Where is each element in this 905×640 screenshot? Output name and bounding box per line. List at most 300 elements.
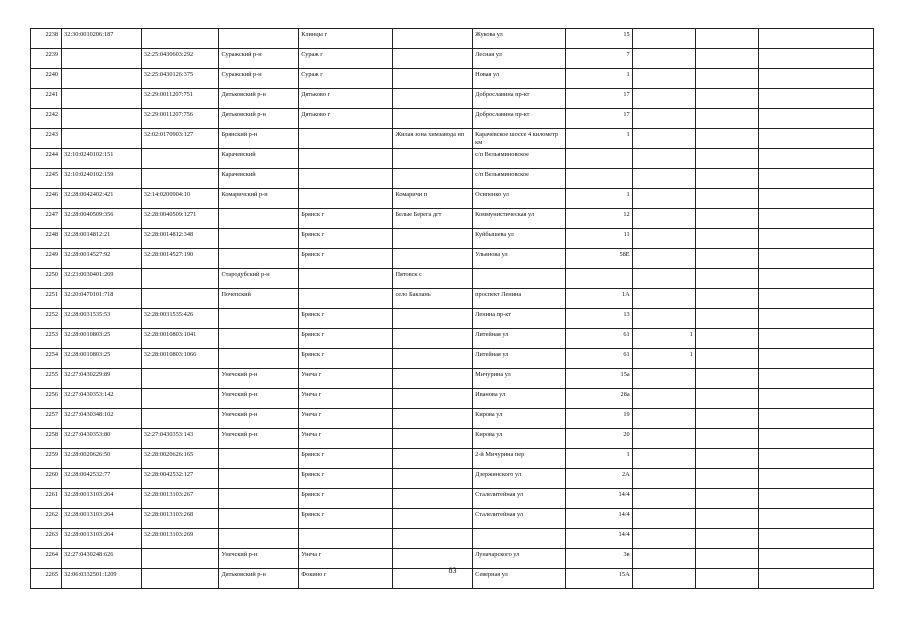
row-number-cell: 2264: [31, 549, 62, 569]
house-number-cell: 15: [566, 29, 632, 49]
house-number-cell: 19: [566, 409, 632, 429]
row-number-cell: 2245: [31, 169, 62, 189]
extra-col-3-cell: [758, 389, 873, 409]
locality-cell: [393, 69, 473, 89]
street-cell: Мичурина ул: [473, 369, 566, 389]
district-cell: Почепский: [219, 289, 299, 309]
street-cell: Сталелитейная ул: [473, 509, 566, 529]
extra-col-3-cell: [758, 149, 873, 169]
extra-col-3-cell: [758, 129, 873, 149]
city-cell: Брянск г: [299, 209, 393, 229]
city-cell: [299, 289, 393, 309]
row-number-cell: 2256: [31, 389, 62, 409]
table-row: [31, 149, 874, 169]
table-row: [31, 509, 874, 529]
district-cell: [219, 229, 299, 249]
cadastral-number-cell: 32:28:0010803:25: [62, 349, 142, 369]
cadastral-number-cell: 32:28:0031535:53: [62, 309, 142, 329]
parcel-number-cell: 32:25:0430603:292: [141, 49, 219, 69]
parcel-number-cell: 32:28:0013103:268: [141, 509, 219, 529]
extra-col-1-cell: [632, 469, 695, 489]
extra-col-1-cell: 1: [632, 349, 695, 369]
cadastral-number-cell: 32:28:0040509:356: [62, 209, 142, 229]
extra-col-3-cell: [758, 349, 873, 369]
extra-col-1-cell: [632, 409, 695, 429]
extra-col-2-cell: [695, 29, 758, 49]
cadastral-number-cell: 32:28:0042532:77: [62, 469, 142, 489]
row-number-cell: 2244: [31, 149, 62, 169]
table-row: [31, 309, 874, 329]
row-number-cell: 2239: [31, 49, 62, 69]
row-number-cell: 2255: [31, 369, 62, 389]
table-row: [31, 109, 874, 129]
cadastral-number-cell: 32:28:0014527:92: [62, 249, 142, 269]
district-cell: [219, 509, 299, 529]
house-number-cell: 13: [566, 309, 632, 329]
city-cell: Сураж г: [299, 49, 393, 69]
parcel-number-cell: 32:29:0011207:756: [141, 109, 219, 129]
extra-col-3-cell: [758, 69, 873, 89]
city-cell: Брянск г: [299, 309, 393, 329]
house-number-cell: 17: [566, 109, 632, 129]
parcel-number-cell: 32:28:0014812:348: [141, 229, 219, 249]
street-cell: Ленина пр-кт: [473, 309, 566, 329]
house-number-cell: 1: [566, 69, 632, 89]
locality-cell: село Баклань: [393, 289, 473, 309]
locality-cell: [393, 249, 473, 269]
district-cell: [219, 329, 299, 349]
locality-cell: [393, 469, 473, 489]
extra-col-1-cell: [632, 509, 695, 529]
extra-col-1-cell: [632, 249, 695, 269]
extra-col-2-cell: [695, 409, 758, 429]
parcel-number-cell: 32:28:0020626:165: [141, 449, 219, 469]
cadastral-number-cell: 32:28:0020626:50: [62, 449, 142, 469]
parcel-number-cell: [141, 289, 219, 309]
street-cell: [473, 269, 566, 289]
extra-col-3-cell: [758, 409, 873, 429]
city-cell: [299, 269, 393, 289]
table-row: [31, 489, 874, 509]
parcel-number-cell: 32:28:0031535:426: [141, 309, 219, 329]
district-cell: Дятьковский р-н: [219, 569, 299, 589]
street-cell: Иванова ул: [473, 389, 566, 409]
table-row: [31, 49, 874, 69]
registry-table: [30, 28, 874, 589]
city-cell: Брянск г: [299, 249, 393, 269]
locality-cell: [393, 329, 473, 349]
district-cell: [219, 309, 299, 329]
parcel-number-cell: [141, 409, 219, 429]
street-cell: [473, 529, 566, 549]
locality-cell: [393, 29, 473, 49]
extra-col-1-cell: [632, 449, 695, 469]
row-number-cell: 2249: [31, 249, 62, 269]
street-cell: Новая ул: [473, 69, 566, 89]
street-cell: Жукова ул: [473, 29, 566, 49]
extra-col-3-cell: [758, 529, 873, 549]
parcel-number-cell: 32:14:0200904:10: [141, 189, 219, 209]
table-row: [31, 289, 874, 309]
extra-col-2-cell: [695, 389, 758, 409]
extra-col-3-cell: [758, 209, 873, 229]
extra-col-1-cell: [632, 169, 695, 189]
row-number-cell: 2242: [31, 109, 62, 129]
street-cell: Сталелитейная ул: [473, 489, 566, 509]
extra-col-2-cell: [695, 89, 758, 109]
street-cell: Куйбышева ул: [473, 229, 566, 249]
parcel-number-cell: 32:29:0011207:751: [141, 89, 219, 109]
street-cell: Доброславина пр-кт: [473, 109, 566, 129]
extra-col-1-cell: [632, 369, 695, 389]
district-cell: Суражский р-н: [219, 49, 299, 69]
street-cell: Карачевское шоссе 4 километр км: [473, 129, 566, 149]
row-number-cell: 2247: [31, 209, 62, 229]
district-cell: Дятьковский р-н: [219, 109, 299, 129]
locality-cell: [393, 529, 473, 549]
extra-col-1-cell: [632, 29, 695, 49]
extra-col-2-cell: [695, 329, 758, 349]
locality-cell: Комаричи п: [393, 189, 473, 209]
house-number-cell: 1: [566, 129, 632, 149]
table-row: [31, 409, 874, 429]
house-number-cell: 14/4: [566, 529, 632, 549]
extra-col-3-cell: [758, 289, 873, 309]
row-number-cell: 2265: [31, 569, 62, 589]
district-cell: Унечский р-н: [219, 429, 299, 449]
table-row: [31, 449, 874, 469]
extra-col-2-cell: [695, 69, 758, 89]
extra-col-1-cell: [632, 149, 695, 169]
cadastral-number-cell: [62, 89, 142, 109]
page-number: 83: [448, 566, 457, 575]
table-row: [31, 89, 874, 109]
locality-cell: [393, 109, 473, 129]
extra-col-2-cell: [695, 309, 758, 329]
registry-table-body: [31, 29, 874, 589]
district-cell: [219, 29, 299, 49]
city-cell: [299, 129, 393, 149]
parcel-number-cell: 32:28:0010803:1066: [141, 349, 219, 369]
parcel-number-cell: [141, 29, 219, 49]
city-cell: Унеча г: [299, 429, 393, 449]
extra-col-2-cell: [695, 349, 758, 369]
extra-col-1-cell: [632, 209, 695, 229]
city-cell: Брянск г: [299, 329, 393, 349]
city-cell: Брянск г: [299, 489, 393, 509]
cadastral-number-cell: 32:27:0430348:102: [62, 409, 142, 429]
cadastral-number-cell: 32:28:0010803:25: [62, 329, 142, 349]
extra-col-2-cell: [695, 209, 758, 229]
city-cell: [299, 149, 393, 169]
city-cell: Брянск г: [299, 509, 393, 529]
extra-col-1-cell: [632, 189, 695, 209]
district-cell: [219, 529, 299, 549]
extra-col-3-cell: [758, 89, 873, 109]
table-row: [31, 129, 874, 149]
cadastral-number-cell: 32:10:0240102:151: [62, 149, 142, 169]
district-cell: [219, 489, 299, 509]
extra-col-2-cell: [695, 449, 758, 469]
locality-cell: Белые Берега дгт: [393, 209, 473, 229]
street-cell: Лесная ул: [473, 49, 566, 69]
street-cell: Кирова ул: [473, 409, 566, 429]
city-cell: [299, 189, 393, 209]
locality-cell: [393, 89, 473, 109]
city-cell: Сураж г: [299, 69, 393, 89]
extra-col-2-cell: [695, 429, 758, 449]
extra-col-1-cell: [632, 49, 695, 69]
row-number-cell: 2253: [31, 329, 62, 349]
row-number-cell: 2260: [31, 469, 62, 489]
cadastral-number-cell: [62, 49, 142, 69]
row-number-cell: 2259: [31, 449, 62, 469]
street-cell: Кирова ул: [473, 429, 566, 449]
district-cell: Дятьковский р-н: [219, 89, 299, 109]
locality-cell: [393, 169, 473, 189]
city-cell: Брянск г: [299, 349, 393, 369]
extra-col-1-cell: [632, 289, 695, 309]
table-row: [31, 369, 874, 389]
table-row: [31, 469, 874, 489]
extra-col-2-cell: [695, 149, 758, 169]
row-number-cell: 2243: [31, 129, 62, 149]
city-cell: Брянск г: [299, 469, 393, 489]
cadastral-number-cell: 32:30:0010206:187: [62, 29, 142, 49]
house-number-cell: 11: [566, 229, 632, 249]
row-number-cell: 2258: [31, 429, 62, 449]
house-number-cell: 14/4: [566, 489, 632, 509]
cadastral-number-cell: 32:28:0013103:264: [62, 489, 142, 509]
district-cell: Суражский р-н: [219, 69, 299, 89]
extra-col-2-cell: [695, 229, 758, 249]
district-cell: Брянский р-н: [219, 129, 299, 149]
extra-col-2-cell: [695, 469, 758, 489]
street-cell: с/п Вельяминовское: [473, 169, 566, 189]
row-number-cell: 2254: [31, 349, 62, 369]
table-row: [31, 249, 874, 269]
house-number-cell: 61: [566, 329, 632, 349]
locality-cell: [393, 229, 473, 249]
extra-col-2-cell: [695, 529, 758, 549]
extra-col-3-cell: [758, 249, 873, 269]
extra-col-3-cell: [758, 169, 873, 189]
district-cell: [219, 469, 299, 489]
locality-cell: [393, 309, 473, 329]
city-cell: Дятьково г: [299, 89, 393, 109]
street-cell: Осипенко ул: [473, 189, 566, 209]
extra-col-2-cell: [695, 249, 758, 269]
house-number-cell: 1А: [566, 289, 632, 309]
extra-col-3-cell: [758, 449, 873, 469]
cadastral-number-cell: 32:06:0332501:1209: [62, 569, 142, 589]
extra-col-3-cell: [758, 329, 873, 349]
district-cell: Карачевский: [219, 169, 299, 189]
cadastral-number-cell: 32:10:0240102:159: [62, 169, 142, 189]
locality-cell: [393, 369, 473, 389]
extra-col-3-cell: [758, 369, 873, 389]
district-cell: Унечский р-н: [219, 369, 299, 389]
cadastral-number-cell: 32:28:0014812:21: [62, 229, 142, 249]
cadastral-number-cell: 32:28:0013103:264: [62, 509, 142, 529]
extra-col-3-cell: [758, 269, 873, 289]
house-number-cell: 61: [566, 349, 632, 369]
city-cell: Фокино г: [299, 569, 393, 589]
row-number-cell: 2263: [31, 529, 62, 549]
table-row: [31, 349, 874, 369]
district-cell: [219, 449, 299, 469]
parcel-number-cell: [141, 369, 219, 389]
city-cell: Унеча г: [299, 389, 393, 409]
house-number-cell: [566, 269, 632, 289]
table-row: [31, 429, 874, 449]
cadastral-number-cell: 32:27:0430229:89: [62, 369, 142, 389]
cadastral-number-cell: 32:23:0030401:269: [62, 269, 142, 289]
district-cell: [219, 249, 299, 269]
cadastral-number-cell: 32:20:0470101:718: [62, 289, 142, 309]
table-row: [31, 189, 874, 209]
house-number-cell: 14/4: [566, 509, 632, 529]
cadastral-number-cell: [62, 109, 142, 129]
city-cell: Брянск г: [299, 449, 393, 469]
extra-col-2-cell: [695, 509, 758, 529]
district-cell: Унечский р-н: [219, 389, 299, 409]
extra-col-2-cell: [695, 289, 758, 309]
house-number-cell: 12: [566, 209, 632, 229]
extra-col-1-cell: [632, 269, 695, 289]
house-number-cell: 3в: [566, 549, 632, 569]
locality-cell: [393, 509, 473, 529]
district-cell: Комаричский р-н: [219, 189, 299, 209]
extra-col-2-cell: [695, 489, 758, 509]
cadastral-number-cell: [62, 129, 142, 149]
city-cell: Дятьково г: [299, 109, 393, 129]
extra-col-3-cell: [758, 509, 873, 529]
house-number-cell: 1: [566, 189, 632, 209]
parcel-number-cell: [141, 269, 219, 289]
extra-col-3-cell: [758, 189, 873, 209]
extra-col-3-cell: [758, 489, 873, 509]
locality-cell: [393, 489, 473, 509]
city-cell: Унеча г: [299, 549, 393, 569]
extra-col-1-cell: [632, 529, 695, 549]
parcel-number-cell: 32:28:0013103:267: [141, 489, 219, 509]
extra-col-3-cell: [758, 109, 873, 129]
city-cell: Клинцы г: [299, 29, 393, 49]
house-number-cell: 28а: [566, 389, 632, 409]
cadastral-number-cell: 32:28:0042402:421: [62, 189, 142, 209]
extra-col-1-cell: [632, 89, 695, 109]
extra-col-2-cell: [695, 129, 758, 149]
district-cell: Стародубский р-н: [219, 269, 299, 289]
table-row: [31, 169, 874, 189]
street-cell: Северная ул: [473, 569, 566, 589]
table-row: [31, 209, 874, 229]
parcel-number-cell: 32:28:0010803:1041: [141, 329, 219, 349]
house-number-cell: 7: [566, 49, 632, 69]
row-number-cell: 2261: [31, 489, 62, 509]
row-number-cell: 2248: [31, 229, 62, 249]
extra-col-2-cell: [695, 49, 758, 69]
city-cell: [299, 169, 393, 189]
row-number-cell: 2238: [31, 29, 62, 49]
row-number-cell: 2241: [31, 89, 62, 109]
parcel-number-cell: 32:02:0170903:127: [141, 129, 219, 149]
extra-col-1-cell: [632, 429, 695, 449]
district-cell: [219, 209, 299, 229]
house-number-cell: 17: [566, 89, 632, 109]
extra-col-1-cell: [632, 309, 695, 329]
district-cell: Унечский р-н: [219, 409, 299, 429]
row-number-cell: 2257: [31, 409, 62, 429]
street-cell: проспект Ленина: [473, 289, 566, 309]
row-number-cell: 2262: [31, 509, 62, 529]
city-cell: [299, 529, 393, 549]
extra-col-2-cell: [695, 189, 758, 209]
table-row: [31, 269, 874, 289]
table-row: [31, 229, 874, 249]
locality-cell: [393, 389, 473, 409]
house-number-cell: [566, 149, 632, 169]
parcel-number-cell: 32:25:0430126:375: [141, 69, 219, 89]
extra-col-1-cell: 1: [632, 329, 695, 349]
table-row: [31, 329, 874, 349]
cadastral-number-cell: 32:27:0430353:80: [62, 429, 142, 449]
parcel-number-cell: 32:28:0013103:269: [141, 529, 219, 549]
extra-col-1-cell: [632, 489, 695, 509]
locality-cell: [393, 349, 473, 369]
extra-col-1-cell: [632, 129, 695, 149]
parcel-number-cell: 32:28:0040509:1271: [141, 209, 219, 229]
locality-cell: [393, 409, 473, 429]
parcel-number-cell: 32:27:0430353:143: [141, 429, 219, 449]
locality-cell: Пятовск с: [393, 269, 473, 289]
locality-cell: [393, 49, 473, 69]
street-cell: Ульянова ул: [473, 249, 566, 269]
table-row: [31, 69, 874, 89]
extra-col-2-cell: [695, 109, 758, 129]
extra-col-2-cell: [695, 369, 758, 389]
street-cell: Коммунистическая ул: [473, 209, 566, 229]
cadastral-number-cell: [62, 69, 142, 89]
extra-col-1-cell: [632, 69, 695, 89]
locality-cell: [393, 149, 473, 169]
street-cell: Литейная ул: [473, 329, 566, 349]
district-cell: Унечский р-н: [219, 549, 299, 569]
row-number-cell: 2252: [31, 309, 62, 329]
city-cell: Брянск г: [299, 229, 393, 249]
house-number-cell: 2А: [566, 469, 632, 489]
cadastral-number-cell: 32:27:0430248:626: [62, 549, 142, 569]
house-number-cell: 1: [566, 449, 632, 469]
parcel-number-cell: [141, 169, 219, 189]
district-cell: Карачевский: [219, 149, 299, 169]
row-number-cell: 2246: [31, 189, 62, 209]
house-number-cell: 15а: [566, 369, 632, 389]
district-cell: [219, 349, 299, 369]
street-cell: 2-й Мичурина пер: [473, 449, 566, 469]
city-cell: Унеча г: [299, 369, 393, 389]
locality-cell: [393, 429, 473, 449]
house-number-cell: 58Е: [566, 249, 632, 269]
parcel-number-cell: [141, 149, 219, 169]
extra-col-1-cell: [632, 229, 695, 249]
cadastral-number-cell: 32:28:0013103:264: [62, 529, 142, 549]
house-number-cell: 20: [566, 429, 632, 449]
extra-col-3-cell: [758, 49, 873, 69]
extra-col-3-cell: [758, 29, 873, 49]
locality-cell: [393, 449, 473, 469]
